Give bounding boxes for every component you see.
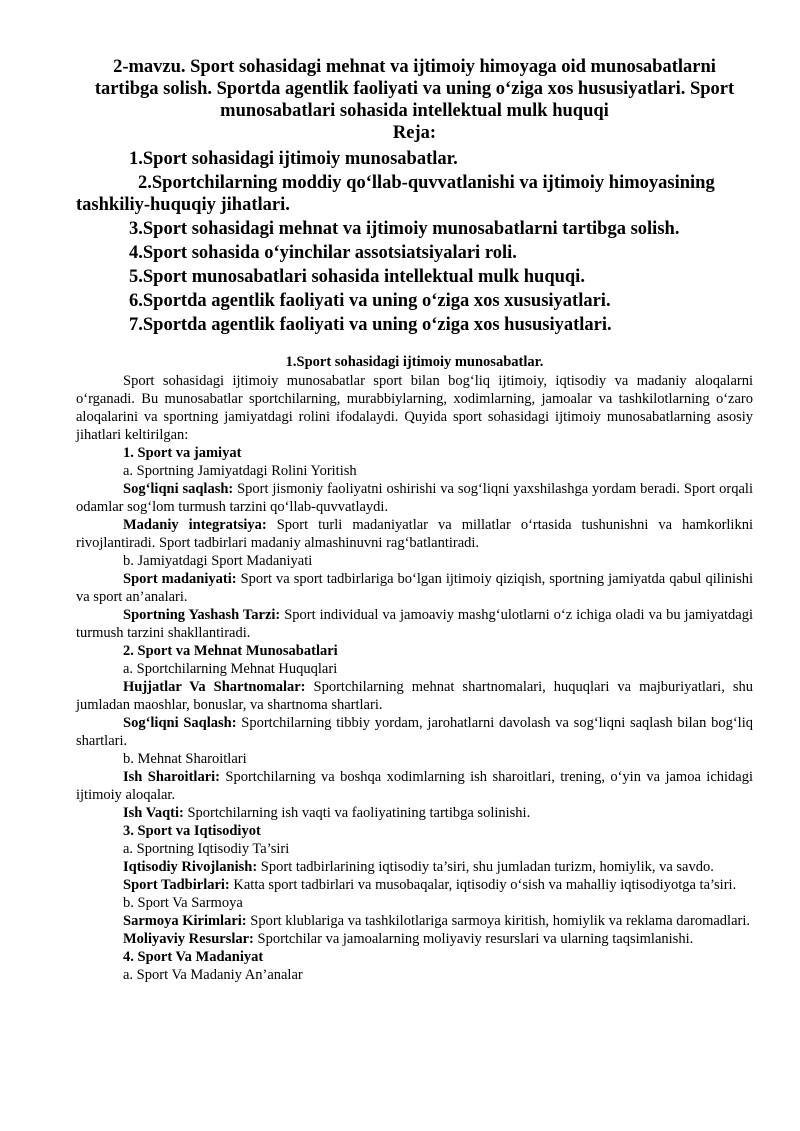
paragraph-work-conditions: [76, 768, 753, 804]
document-page: [76, 56, 753, 984]
plan-item-3: 3.Sport sohasidagi mehnat va ijtimoiy munosabatlarni tartibga solish.: [129, 219, 680, 239]
plan-item-2: [76, 172, 753, 194]
term-health-care: Sog‘liqni Saqlash:: [123, 715, 237, 731]
subheading-labor-rights: a. Sportchilarning Mehnat Huquqlari: [123, 661, 338, 677]
term-sport-culture: Sport madaniyati:: [123, 571, 237, 587]
paragraph-sport-events: [76, 876, 753, 894]
plan-item-2-line-1: 2.Sportchilarning moddiy qo‘llab-quvvatlanishi va ijtimoiy himoyasining: [138, 173, 715, 193]
paragraph-health-care: [76, 714, 753, 750]
desc-contracts: Sportchilarning mehnat shartnomalari, huquqlari va majburiyatlari, shu jumladan maoshlar, bonuslar, va shartnoma shartlari.: [76, 679, 753, 713]
title-line-1: 2-mavzu. Sport sohasidagi mehnat va ijtimoiy himoyaga oid munosabatlarni: [113, 57, 716, 77]
desc-financial-resources: Sportchilar va jamoalarning moliyaviy resurslari va ularning taqsimlanishi.: [253, 931, 694, 947]
desc-investment-income: Sport klublariga va tashkilotlariga sarmoya kiritish, homiylik va reklama daromadlari.: [246, 913, 750, 929]
subheading-investment: b. Sport Va Sarmoya: [123, 895, 243, 911]
subheading-sport-culture: b. Jamiyatdagi Sport Madaniyati: [123, 553, 313, 569]
title-line-3: munosabatlari sohasida intellektual mulk huquqi: [220, 101, 609, 121]
paragraph-contracts: [76, 678, 753, 714]
plan-item-4: 4.Sport sohasida o‘yinchilar assotsiatsiyalari roli.: [129, 243, 517, 263]
desc-health: Sport jismoniy faoliyatni oshirishi va sog‘liqni yaxshilashga yordam beradi. Sport orqali odamlar sog‘lom turmush tarzini qo‘llab-quvvatlaydi.: [76, 481, 753, 515]
paragraph-economic-development: [76, 858, 753, 876]
term-investment-income: Sarmoya Kirimlari:: [123, 913, 247, 929]
term-work-conditions: Ish Sharoitlari:: [123, 769, 220, 785]
desc-lifestyle: Sport individual va jamoaviy mashg‘ulotlarni o‘z ichiga oladi va bu jamiyatdagi turmush tarzini shakllantiradi.: [76, 607, 753, 641]
term-cultural-integration: Madaniy integratsiya:: [123, 517, 267, 533]
heading-sport-and-society: 1. Sport va jamiyat: [123, 445, 242, 461]
paragraph-investment-income: [76, 912, 753, 930]
document-title: [76, 56, 753, 122]
paragraph-work-time: [76, 804, 753, 822]
desc-cultural-integration: Sport turli madaniyatlar va millatlar o‘rtasida tushunishni va hamkorlikni rivojlantiradi. Sport tadbirlari madaniy almashinuvni rag‘batlantiradi.: [76, 517, 753, 551]
paragraph-lifestyle: [76, 606, 753, 642]
heading-labor-relations: 2. Sport va Mehnat Munosabatlari: [123, 643, 338, 659]
paragraph-sport-culture: [76, 570, 753, 606]
heading-economy: 3. Sport va Iqtisodiyot: [123, 823, 261, 839]
plan-item-1: 1.Sport sohasidagi ijtimoiy munosabatlar.: [129, 149, 458, 169]
paragraph-financial-resources: [76, 930, 753, 948]
intro-paragraph: Sport sohasidagi ijtimoiy munosabatlar sport bilan bog‘liq ijtimoiy, iqtisodiy va madaniy aloqalarni o‘rganadi. Bu munosabatlar sportchilarning, murabbiylarning, xodimlarning, jamoalar va tashkilotlarning o‘zaro aloqalarini va sportning jamiyatdagi rolini ifodalaydi. Quyida sport sohasidagi ijtimoiy munosabatlarning asosiy jihatlari keltirilgan:: [76, 373, 753, 443]
desc-sport-culture: Sport va sport tadbirlariga bo‘lgan ijtimoiy qiziqish, sportning jamiyatda qabul qilinishi va sport an’analari.: [76, 571, 753, 605]
term-financial-resources: Moliyaviy Resurslar:: [123, 931, 254, 947]
term-contracts: Hujjatlar Va Shartnomalar:: [123, 679, 306, 695]
subheading-work-conditions: b. Mehnat Sharoitlari: [123, 751, 247, 767]
plan-item-2-line-2: tashkiliy-huquqiy jihatlari.: [76, 195, 290, 215]
desc-sport-events: Katta sport tadbirlari va musobaqalar, iqtisodiy o‘sish va mahalliy iqtisodiyotga ta’siri.: [229, 877, 737, 893]
desc-work-conditions: Sportchilarning va boshqa xodimlarning ish sharoitlari, trening, o‘yin va jamoa ichidagi ijtimoiy aloqalar.: [76, 769, 753, 803]
term-lifestyle: Sportning Yashash Tarzi:: [123, 607, 281, 623]
heading-culture: 4. Sport Va Madaniyat: [123, 949, 264, 965]
paragraph-health: [76, 480, 753, 516]
desc-economic-development: Sport tadbirlarining iqtisodiy ta’siri, shu jumladan turizm, homiylik, va savdo.: [257, 859, 714, 875]
desc-health-care: Sportchilarning tibbiy yordam, jarohatlarni davolash va sog‘liqni saqlash bilan bog‘liq shartlari.: [76, 715, 753, 749]
document-body: [76, 372, 753, 984]
plan-heading: Reja:: [392, 123, 437, 143]
term-health: Sog‘liqni saqlash:: [123, 481, 234, 497]
plan-item-7: 7.Sportda agentlik faoliyati va uning o‘ziga xos hususiyatlari.: [129, 315, 612, 335]
subheading-economic-impact: a. Sportning Iqtisodiy Ta’siri: [123, 841, 290, 857]
paragraph-cultural-integration: [76, 516, 753, 552]
term-sport-events: Sport Tadbirlari:: [123, 877, 230, 893]
desc-work-time: Sportchilarning ish vaqti va faoliyatining tartibga solinishi.: [183, 805, 531, 821]
subheading-role-in-society: a. Sportning Jamiyatdagi Rolini Yoritish: [123, 463, 357, 479]
title-line-2: tartibga solish. Sportda agentlik faoliyati va uning o‘ziga xos hususiyatlari. Sport: [94, 79, 735, 99]
term-economic-development: Iqtisodiy Rivojlanish:: [123, 859, 258, 875]
plan-item-5: 5.Sport munosabatlari sohasida intellektual mulk huquqi.: [129, 267, 585, 287]
term-work-time: Ish Vaqti:: [123, 805, 184, 821]
plan-item-6: 6.Sportda agentlik faoliyati va uning o‘ziga xos xususiyatlari.: [129, 291, 611, 311]
section-title: 1.Sport sohasidagi ijtimoiy munosabatlar.: [285, 354, 544, 370]
subheading-cultural-traditions: a. Sport Va Madaniy An’analar: [123, 967, 303, 983]
plan-list: [76, 148, 753, 336]
